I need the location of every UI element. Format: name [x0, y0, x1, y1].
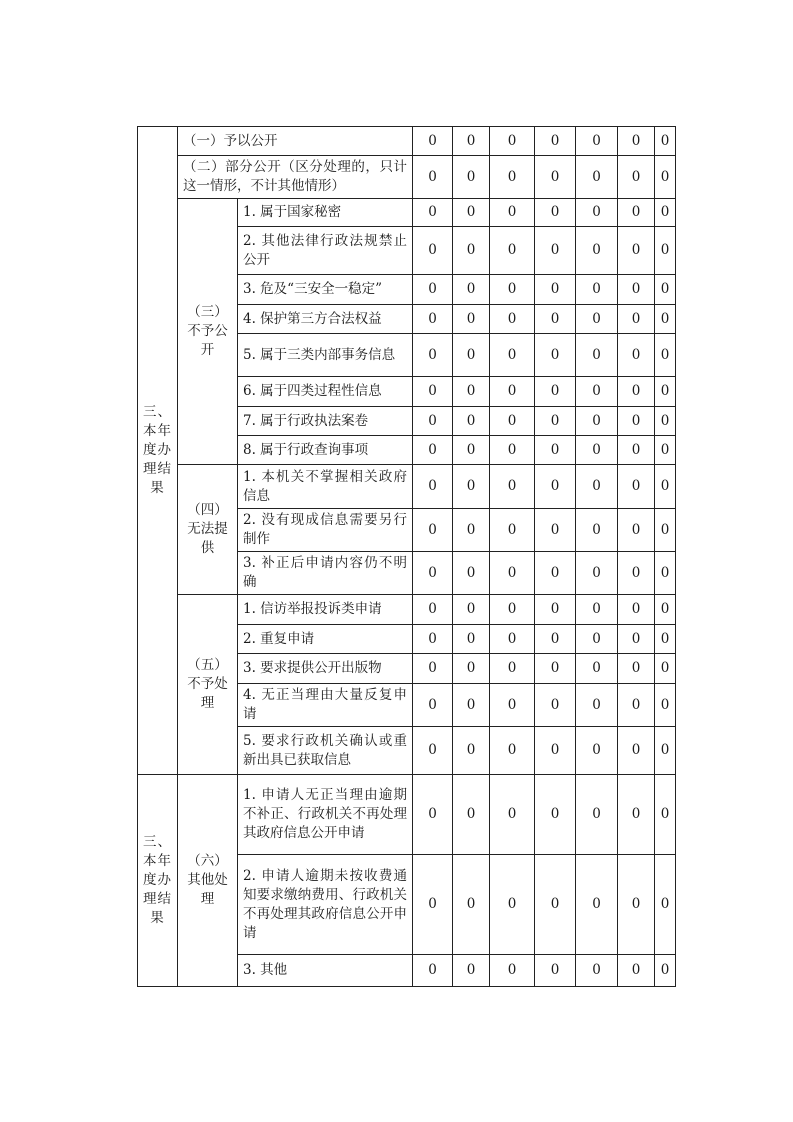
count-cell: 0 [618, 955, 655, 987]
item-label: 5. 要求行政机关确认或重新出具已获取信息 [238, 727, 413, 775]
table-row [138, 595, 676, 625]
count-cell: 0 [535, 334, 576, 377]
count-cell: 0 [618, 377, 655, 407]
count-cell: 0 [453, 654, 490, 684]
count-cell: 0 [618, 552, 655, 595]
count-cell: 0 [453, 595, 490, 625]
count-cell: 0 [453, 275, 490, 305]
count-cell: 0 [490, 227, 535, 275]
count-cell: 0 [413, 775, 453, 855]
count-cell: 0 [490, 509, 535, 552]
item-label: 4. 无正当理由大量反复申请 [238, 684, 413, 727]
count-cell: 0 [618, 775, 655, 855]
count-cell: 0 [490, 465, 535, 509]
count-cell: 0 [655, 334, 676, 377]
item-label: 1. 申请人无正当理由逾期不补正、行政机关不再处理其政府信息公开申请 [238, 775, 413, 855]
table-row [138, 156, 676, 199]
count-cell: 0 [453, 955, 490, 987]
count-cell: 0 [535, 552, 576, 595]
count-cell: 0 [453, 127, 490, 156]
count-cell: 0 [655, 377, 676, 407]
count-cell: 0 [618, 855, 655, 955]
item-label: 2. 申请人逾期未按收费通知要求缴纳费用、行政机关不再处理其政府信息公开申请 [238, 855, 413, 955]
group-label: （三）不予公开 [178, 199, 238, 465]
item-label: 1. 信访举报投诉类申请 [238, 595, 413, 625]
count-cell: 0 [618, 227, 655, 275]
count-cell: 0 [535, 727, 576, 775]
item-label: 1. 属于国家秘密 [238, 199, 413, 227]
count-cell: 0 [576, 199, 618, 227]
count-cell: 0 [490, 727, 535, 775]
count-cell: 0 [655, 227, 676, 275]
count-cell: 0 [453, 305, 490, 334]
item-label: 8. 属于行政查询事项 [238, 436, 413, 465]
count-cell: 0 [576, 684, 618, 727]
count-cell: 0 [413, 625, 453, 654]
count-cell: 0 [490, 684, 535, 727]
count-cell: 0 [576, 407, 618, 436]
count-cell: 0 [618, 684, 655, 727]
count-cell: 0 [413, 275, 453, 305]
count-cell: 0 [618, 334, 655, 377]
item-label: 1. 本机关不掌握相关政府信息 [238, 465, 413, 509]
item-label: 4. 保护第三方合法权益 [238, 305, 413, 334]
count-cell: 0 [490, 625, 535, 654]
count-cell: 0 [490, 199, 535, 227]
item-label: 5. 属于三类内部事务信息 [238, 334, 413, 377]
count-cell: 0 [490, 334, 535, 377]
count-cell: 0 [413, 955, 453, 987]
count-cell: 0 [576, 595, 618, 625]
count-cell: 0 [413, 436, 453, 465]
count-cell: 0 [490, 654, 535, 684]
count-cell: 0 [535, 625, 576, 654]
count-cell: 0 [655, 727, 676, 775]
count-cell: 0 [655, 775, 676, 855]
count-cell: 0 [576, 465, 618, 509]
table-row [138, 775, 676, 855]
count-cell: 0 [655, 199, 676, 227]
count-cell: 0 [618, 625, 655, 654]
count-cell: 0 [453, 465, 490, 509]
count-cell: 0 [413, 552, 453, 595]
count-cell: 0 [490, 156, 535, 199]
count-cell: 0 [618, 127, 655, 156]
table-row [138, 465, 676, 509]
count-cell: 0 [490, 595, 535, 625]
item-label: 2. 其他法律行政法规禁止公开 [238, 227, 413, 275]
count-cell: 0 [453, 775, 490, 855]
count-cell: 0 [576, 227, 618, 275]
count-cell: 0 [490, 552, 535, 595]
count-cell: 0 [576, 509, 618, 552]
count-cell: 0 [535, 855, 576, 955]
count-cell: 0 [655, 625, 676, 654]
count-cell: 0 [535, 305, 576, 334]
category-label: （一）予以公开 [178, 127, 413, 156]
count-cell: 0 [618, 595, 655, 625]
count-cell: 0 [576, 552, 618, 595]
count-cell: 0 [655, 595, 676, 625]
count-cell: 0 [453, 156, 490, 199]
count-cell: 0 [576, 127, 618, 156]
count-cell: 0 [655, 855, 676, 955]
count-cell: 0 [618, 465, 655, 509]
count-cell: 0 [453, 727, 490, 775]
count-cell: 0 [490, 955, 535, 987]
count-cell: 0 [413, 334, 453, 377]
count-cell: 0 [453, 684, 490, 727]
count-cell: 0 [655, 436, 676, 465]
count-cell: 0 [453, 377, 490, 407]
count-cell: 0 [618, 654, 655, 684]
count-cell: 0 [535, 654, 576, 684]
count-cell: 0 [535, 595, 576, 625]
count-cell: 0 [655, 156, 676, 199]
count-cell: 0 [655, 552, 676, 595]
count-cell: 0 [453, 334, 490, 377]
count-cell: 0 [618, 407, 655, 436]
count-cell: 0 [618, 509, 655, 552]
count-cell: 0 [655, 654, 676, 684]
count-cell: 0 [535, 407, 576, 436]
item-label: 3. 补正后申请内容仍不明确 [238, 552, 413, 595]
count-cell: 0 [535, 684, 576, 727]
table-row [138, 127, 676, 156]
count-cell: 0 [576, 625, 618, 654]
count-cell: 0 [576, 156, 618, 199]
count-cell: 0 [453, 407, 490, 436]
count-cell: 0 [413, 377, 453, 407]
count-cell: 0 [576, 855, 618, 955]
count-cell: 0 [535, 955, 576, 987]
count-cell: 0 [655, 955, 676, 987]
count-cell: 0 [453, 509, 490, 552]
group-label: （六）其他处理 [178, 775, 238, 987]
count-cell: 0 [618, 727, 655, 775]
count-cell: 0 [535, 775, 576, 855]
count-cell: 0 [576, 436, 618, 465]
count-cell: 0 [655, 509, 676, 552]
item-label: 2. 没有现成信息需要另行制作 [238, 509, 413, 552]
count-cell: 0 [535, 275, 576, 305]
count-cell: 0 [413, 127, 453, 156]
count-cell: 0 [453, 227, 490, 275]
count-cell: 0 [490, 127, 535, 156]
count-cell: 0 [490, 855, 535, 955]
count-cell: 0 [576, 775, 618, 855]
count-cell: 0 [535, 156, 576, 199]
count-cell: 0 [413, 227, 453, 275]
count-cell: 0 [618, 305, 655, 334]
category-label: （二）部分公开（区分处理的，只计这一情形，不计其他情形） [178, 156, 413, 199]
count-cell: 0 [576, 654, 618, 684]
count-cell: 0 [535, 377, 576, 407]
count-cell: 0 [490, 407, 535, 436]
item-label: 3. 要求提供公开出版物 [238, 654, 413, 684]
table-row [138, 199, 676, 227]
count-cell: 0 [413, 156, 453, 199]
item-label: 6. 属于四类过程性信息 [238, 377, 413, 407]
disclosure-results-table [137, 126, 676, 987]
count-cell: 0 [618, 199, 655, 227]
count-cell: 0 [453, 855, 490, 955]
count-cell: 0 [576, 955, 618, 987]
count-cell: 0 [535, 436, 576, 465]
count-cell: 0 [655, 305, 676, 334]
count-cell: 0 [535, 227, 576, 275]
count-cell: 0 [453, 436, 490, 465]
count-cell: 0 [413, 727, 453, 775]
count-cell: 0 [655, 275, 676, 305]
count-cell: 0 [490, 275, 535, 305]
count-cell: 0 [413, 465, 453, 509]
count-cell: 0 [453, 199, 490, 227]
count-cell: 0 [535, 509, 576, 552]
section-label: 三、本年度办理结果 [138, 127, 178, 775]
item-label: 2. 重复申请 [238, 625, 413, 654]
count-cell: 0 [413, 305, 453, 334]
group-label: （五）不予处理 [178, 595, 238, 775]
count-cell: 0 [490, 377, 535, 407]
count-cell: 0 [576, 334, 618, 377]
count-cell: 0 [576, 305, 618, 334]
count-cell: 0 [413, 509, 453, 552]
count-cell: 0 [618, 275, 655, 305]
count-cell: 0 [535, 465, 576, 509]
item-label: 3. 危及“三安全一稳定” [238, 275, 413, 305]
count-cell: 0 [655, 684, 676, 727]
count-cell: 0 [576, 727, 618, 775]
count-cell: 0 [453, 625, 490, 654]
count-cell: 0 [618, 436, 655, 465]
count-cell: 0 [413, 595, 453, 625]
count-cell: 0 [490, 305, 535, 334]
count-cell: 0 [413, 654, 453, 684]
count-cell: 0 [576, 377, 618, 407]
count-cell: 0 [413, 407, 453, 436]
count-cell: 0 [655, 407, 676, 436]
count-cell: 0 [453, 552, 490, 595]
section-label: 三、本年度办理结果 [138, 775, 178, 987]
group-label: （四）无法提供 [178, 465, 238, 595]
count-cell: 0 [618, 156, 655, 199]
count-cell: 0 [535, 199, 576, 227]
count-cell: 0 [576, 275, 618, 305]
count-cell: 0 [655, 465, 676, 509]
count-cell: 0 [490, 775, 535, 855]
count-cell: 0 [413, 684, 453, 727]
count-cell: 0 [490, 436, 535, 465]
count-cell: 0 [535, 127, 576, 156]
item-label: 3. 其他 [238, 955, 413, 987]
count-cell: 0 [413, 199, 453, 227]
count-cell: 0 [655, 127, 676, 156]
count-cell: 0 [413, 855, 453, 955]
item-label: 7. 属于行政执法案卷 [238, 407, 413, 436]
